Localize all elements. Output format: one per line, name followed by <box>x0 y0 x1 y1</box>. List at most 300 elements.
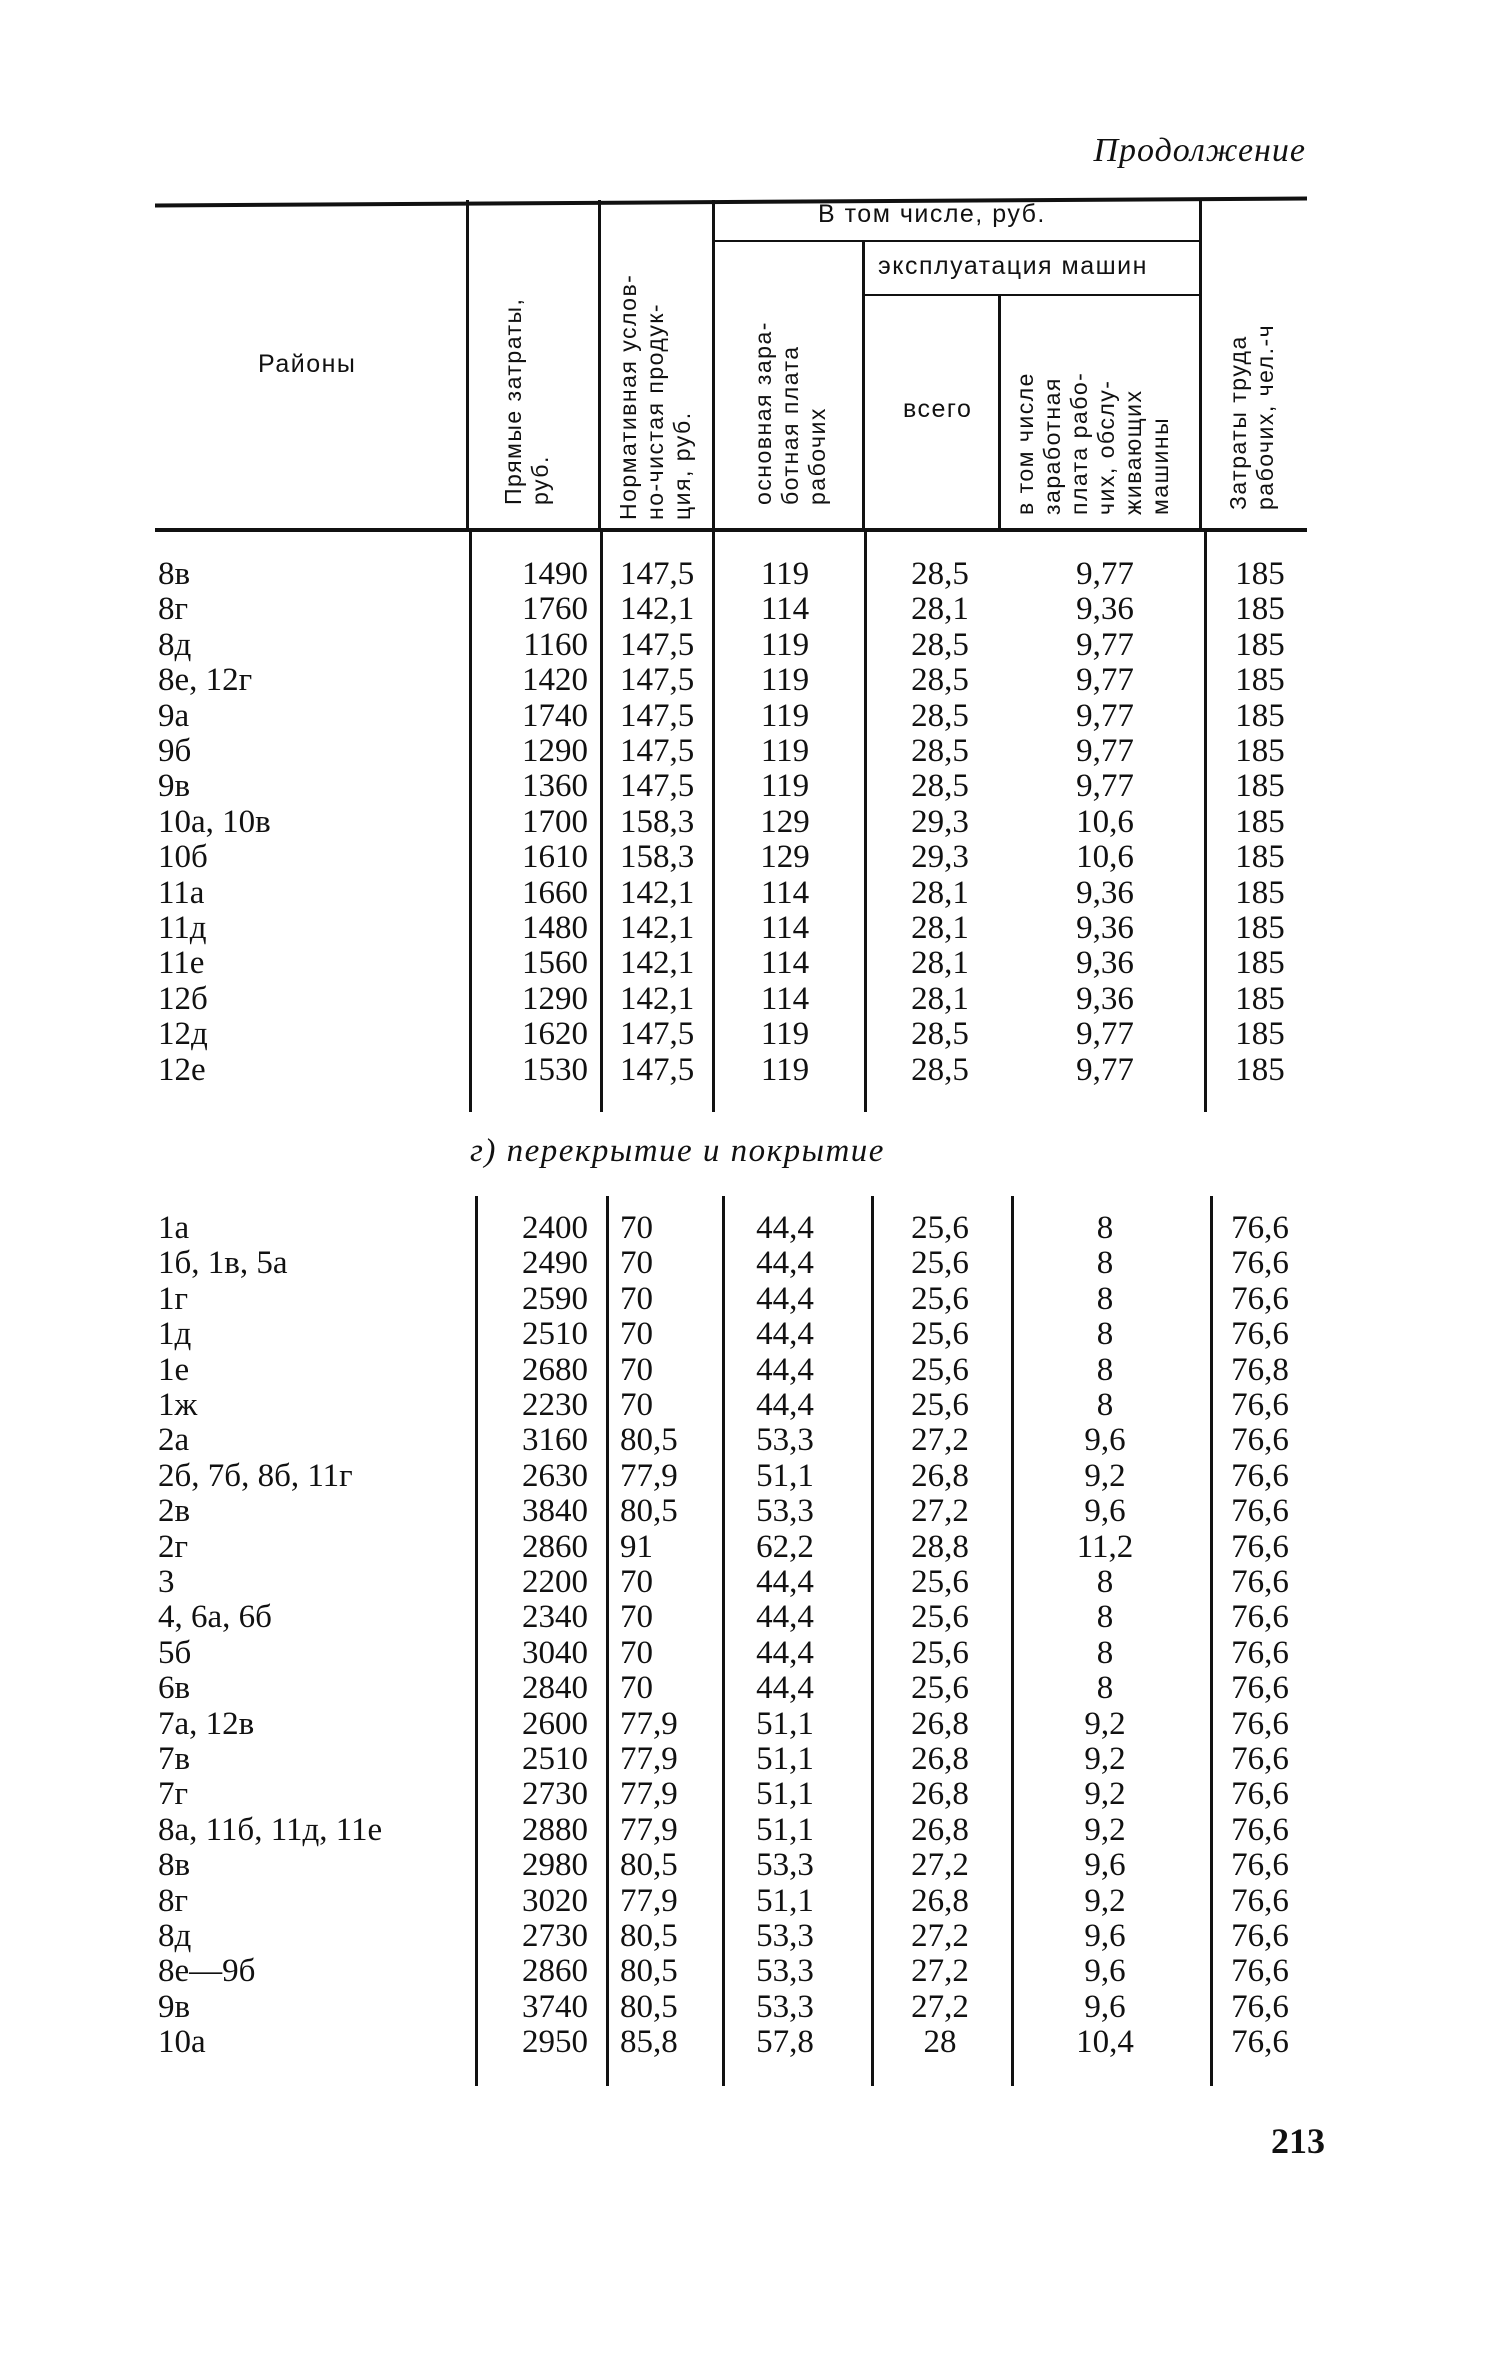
machine-wage-cell: 8 <box>1096 1210 1114 1246</box>
normative-output-header: Нормативная услов- но-чистая продук- ция, руб. <box>615 273 695 520</box>
machine-total-cell: 28,1 <box>911 945 969 982</box>
district-cell: 9б <box>158 733 192 769</box>
normative-output-cell: 70 <box>620 1351 653 1388</box>
table-row <box>0 1459 1510 1494</box>
machine-wage-cell: 9,2 <box>1084 1741 1126 1777</box>
machine-total-cell: 26,8 <box>911 1457 969 1494</box>
normative-output-cell: 80,5 <box>620 1953 678 1990</box>
normative-output-cell: 80,5 <box>620 1493 678 1530</box>
machine-wage-cell: 9,2 <box>1084 1776 1126 1813</box>
district-cell: 1б, 1в, 5а <box>158 1245 288 1282</box>
table-row <box>0 1813 1510 1848</box>
table-row <box>0 1530 1510 1565</box>
normative-output-cell: 80,5 <box>620 1422 678 1459</box>
normative-output-cell: 142,1 <box>620 910 695 946</box>
machine-wage-cell: 9,77 <box>1076 626 1134 663</box>
district-cell: 8д <box>158 1918 192 1954</box>
base-wage-cell: 44,4 <box>756 1564 814 1600</box>
machine-wage-cell: 9,6 <box>1084 1422 1126 1459</box>
table-row <box>0 1671 1510 1706</box>
table-row <box>0 1884 1510 1919</box>
district-cell: 11е <box>158 945 205 982</box>
header-divider <box>712 200 715 530</box>
labor-cost-cell: 185 <box>1235 626 1285 663</box>
normative-output-cell: 147,5 <box>620 768 695 805</box>
labor-cost-cell: 76,6 <box>1231 1811 1289 1848</box>
labor-cost-cell: 76,6 <box>1231 1210 1289 1246</box>
direct-cost-cell: 2200 <box>522 1564 588 1600</box>
base-wage-cell: 44,4 <box>756 1245 814 1282</box>
table-row <box>0 876 1510 911</box>
machine-total-cell: 25,6 <box>911 1280 969 1317</box>
table-row <box>0 2025 1510 2060</box>
machine-wage-cell: 9,77 <box>1076 697 1134 734</box>
base-wage-cell: 53,3 <box>756 1422 814 1459</box>
normative-output-cell: 70 <box>620 1280 653 1317</box>
base-wage-cell: 119 <box>760 662 810 699</box>
district-cell: 2б, 7б, 8б, 11г <box>158 1457 353 1494</box>
district-cell: 1д <box>158 1316 192 1353</box>
district-cell: 7в <box>158 1741 191 1777</box>
machine-wage-cell: 9,6 <box>1084 1847 1126 1884</box>
base-wage-cell: 44,4 <box>756 1634 814 1671</box>
machine-wage-cell: 9,36 <box>1076 945 1134 982</box>
machine-wage-cell: 8 <box>1096 1634 1114 1671</box>
table-row <box>0 1990 1510 2025</box>
direct-cost-cell: 2730 <box>522 1918 588 1954</box>
labor-cost-cell: 185 <box>1235 839 1285 876</box>
including-header: В том числе, руб. <box>818 200 1046 228</box>
table-row <box>0 1600 1510 1635</box>
labor-cost-cell: 76,6 <box>1231 1493 1289 1530</box>
labor-cost-cell: 76,6 <box>1231 1953 1289 1990</box>
district-cell: 5б <box>158 1634 192 1671</box>
normative-output-cell: 147,5 <box>620 697 695 734</box>
machine-total-cell: 28,5 <box>911 697 969 734</box>
base-wage-cell: 53,3 <box>756 1988 814 2025</box>
machine-wage-cell: 10,6 <box>1076 839 1134 876</box>
machine-wage-cell: 8 <box>1096 1564 1114 1600</box>
district-cell: 1а <box>158 1210 190 1246</box>
machine-wage-cell: 9,36 <box>1076 910 1134 946</box>
normative-output-cell: 147,5 <box>620 556 695 592</box>
table-row <box>0 1707 1510 1742</box>
base-wage-cell: 119 <box>760 1051 810 1088</box>
labor-cost-cell: 185 <box>1235 1016 1285 1053</box>
district-cell: 8в <box>158 1847 191 1884</box>
base-wage-cell: 51,1 <box>756 1811 814 1848</box>
table-row <box>0 769 1510 804</box>
base-wage-cell: 114 <box>760 945 810 982</box>
normative-output-cell: 77,9 <box>620 1776 678 1813</box>
base-wage-cell: 62,2 <box>756 1528 814 1565</box>
district-cell: 10а <box>158 2024 206 2061</box>
table-row <box>0 805 1510 840</box>
machine-wage-cell: 11,2 <box>1076 1528 1134 1565</box>
machine-wage-cell: 8 <box>1096 1670 1114 1707</box>
machine-total-cell: 28,5 <box>911 1051 969 1088</box>
direct-cost-cell: 3740 <box>522 1988 588 2025</box>
labor-cost-cell: 185 <box>1235 662 1285 699</box>
normative-output-cell: 70 <box>620 1316 653 1353</box>
machine-wage-cell: 9,77 <box>1076 1016 1134 1053</box>
header-bottom-rule <box>155 528 1307 532</box>
table-row <box>0 628 1510 663</box>
table-row <box>0 1742 1510 1777</box>
machine-total-cell: 25,6 <box>911 1316 969 1353</box>
normative-output-cell: 85,8 <box>620 2024 678 2061</box>
header-divider <box>1199 200 1202 530</box>
table-row <box>0 1919 1510 1954</box>
direct-cost-cell: 1610 <box>522 839 588 876</box>
labor-cost-cell: 76,6 <box>1231 1599 1289 1636</box>
table-row <box>0 1017 1510 1052</box>
machine-total-cell: 25,6 <box>911 1210 969 1246</box>
base-wage-cell: 44,4 <box>756 1316 814 1353</box>
district-cell: 8а, 11б, 11д, 11е <box>158 1811 383 1848</box>
table-row <box>0 1282 1510 1317</box>
direct-cost-cell: 1480 <box>522 910 588 946</box>
base-wage-cell: 57,8 <box>756 2024 814 2061</box>
base-wage-cell: 119 <box>760 733 810 769</box>
base-wage-cell: 51,1 <box>756 1776 814 1813</box>
table-row <box>0 1317 1510 1352</box>
district-cell: 11д <box>158 910 207 946</box>
machine-wage-cell: 8 <box>1096 1351 1114 1388</box>
direct-cost-cell: 2590 <box>522 1280 588 1317</box>
district-cell: 8г <box>158 591 189 628</box>
normative-output-cell: 77,9 <box>620 1882 678 1919</box>
district-cell: 2в <box>158 1493 191 1530</box>
labor-cost-cell: 76,6 <box>1231 1847 1289 1884</box>
district-cell: 8е, 12г <box>158 662 253 699</box>
labor-cost-cell: 185 <box>1235 980 1285 1017</box>
machine-total-cell: 26,8 <box>911 1741 969 1777</box>
normative-output-cell: 77,9 <box>620 1705 678 1742</box>
normative-output-cell: 158,3 <box>620 803 695 840</box>
machine-group-rule <box>862 294 1200 296</box>
district-cell: 1е <box>158 1351 190 1388</box>
base-wage-cell: 53,3 <box>756 1953 814 1990</box>
machine-total-cell: 28,1 <box>911 874 969 911</box>
table-row <box>0 1053 1510 1088</box>
machine-total-cell: 29,3 <box>911 803 969 840</box>
base-wage-cell: 53,3 <box>756 1493 814 1530</box>
district-cell: 8д <box>158 626 192 663</box>
district-cell: 1г <box>158 1280 189 1317</box>
normative-output-cell: 80,5 <box>620 1847 678 1884</box>
direct-cost-cell: 2860 <box>522 1953 588 1990</box>
table-row <box>0 946 1510 981</box>
direct-cost-cell: 1620 <box>522 1016 588 1053</box>
header-divider <box>598 200 601 530</box>
direct-cost-cell: 1760 <box>522 591 588 628</box>
base-wage-header: основная зара- ботная плата рабочих <box>750 321 830 505</box>
labor-cost-cell: 76,6 <box>1231 1564 1289 1600</box>
district-cell: 9а <box>158 697 190 734</box>
machine-wage-cell: 9,6 <box>1084 1953 1126 1990</box>
machine-total-cell: 29,3 <box>911 839 969 876</box>
machine-wage-cell: 8 <box>1096 1280 1114 1317</box>
labor-cost-cell: 185 <box>1235 697 1285 734</box>
machine-total-cell: 28,5 <box>911 626 969 663</box>
district-cell: 9в <box>158 1988 191 2025</box>
labor-cost-cell: 76,6 <box>1231 1316 1289 1353</box>
direct-cost-cell: 2230 <box>522 1387 588 1423</box>
district-cell: 3 <box>158 1564 175 1600</box>
labor-cost-cell: 76,6 <box>1231 1776 1289 1813</box>
district-cell: 10а, 10в <box>158 803 271 840</box>
labor-cost-cell: 185 <box>1235 556 1285 592</box>
district-cell: 8е—9б <box>158 1953 256 1990</box>
machine-wage-cell: 9,36 <box>1076 591 1134 628</box>
district-cell: 9в <box>158 768 191 805</box>
machine-total-cell: 27,2 <box>911 1988 969 2025</box>
direct-cost-cell: 2730 <box>522 1776 588 1813</box>
district-cell: 8в <box>158 556 191 592</box>
direct-cost-cell: 2840 <box>522 1670 588 1707</box>
normative-output-cell: 147,5 <box>620 662 695 699</box>
district-cell: 8г <box>158 1882 189 1919</box>
machine-total-cell: 25,6 <box>911 1564 969 1600</box>
table-row <box>0 1211 1510 1246</box>
normative-output-cell: 147,5 <box>620 1051 695 1088</box>
machine-total-cell: 28,1 <box>911 910 969 946</box>
direct-cost-cell: 2860 <box>522 1528 588 1565</box>
base-wage-cell: 119 <box>760 556 810 592</box>
direct-cost-cell: 1530 <box>522 1051 588 1088</box>
base-wage-cell: 114 <box>760 591 810 628</box>
direct-cost-cell: 2880 <box>522 1811 588 1848</box>
direct-cost-cell: 1560 <box>522 945 588 982</box>
base-wage-cell: 51,1 <box>756 1741 814 1777</box>
machine-total-cell: 28,8 <box>911 1528 969 1565</box>
direct-cost-cell: 2340 <box>522 1599 588 1636</box>
district-cell: 12д <box>158 1016 208 1053</box>
normative-output-cell: 70 <box>620 1387 653 1423</box>
machine-total-cell: 26,8 <box>911 1776 969 1813</box>
direct-cost-cell: 2600 <box>522 1705 588 1742</box>
normative-output-cell: 142,1 <box>620 980 695 1017</box>
machine-wage-cell: 9,2 <box>1084 1457 1126 1494</box>
labor-cost-cell: 76,6 <box>1231 1918 1289 1954</box>
direct-cost-cell: 1420 <box>522 662 588 699</box>
normative-output-cell: 77,9 <box>620 1741 678 1777</box>
labor-cost-cell: 76,6 <box>1231 1882 1289 1919</box>
labor-cost-cell: 185 <box>1235 910 1285 946</box>
direct-cost-cell: 1660 <box>522 874 588 911</box>
table-row <box>0 1848 1510 1883</box>
normative-output-cell: 70 <box>620 1245 653 1282</box>
table-row <box>0 840 1510 875</box>
direct-cost-cell: 2980 <box>522 1847 588 1884</box>
normative-output-cell: 142,1 <box>620 874 695 911</box>
table-row <box>0 1388 1510 1423</box>
machine-total-cell: 25,6 <box>911 1634 969 1671</box>
normative-output-cell: 158,3 <box>620 839 695 876</box>
machine-wage-cell: 10,4 <box>1076 2024 1134 2061</box>
labor-cost-cell: 76,6 <box>1231 1245 1289 1282</box>
base-wage-cell: 119 <box>760 1016 810 1053</box>
table-row <box>0 1777 1510 1812</box>
direct-cost-cell: 2510 <box>522 1316 588 1353</box>
normative-output-cell: 147,5 <box>620 1016 695 1053</box>
table-row <box>0 1246 1510 1281</box>
direct-cost-cell: 1290 <box>522 980 588 1017</box>
direct-cost-cell: 1740 <box>522 697 588 734</box>
machine-total-cell: 28 <box>923 2024 957 2061</box>
district-cell: 12б <box>158 980 208 1017</box>
base-wage-cell: 53,3 <box>756 1918 814 1954</box>
district-cell: 2г <box>158 1528 189 1565</box>
direct-costs-header: Прямые затраты, руб. <box>500 297 553 505</box>
machine-total-cell: 27,2 <box>911 1493 969 1530</box>
labor-cost-cell: 76,6 <box>1231 1528 1289 1565</box>
base-wage-cell: 44,4 <box>756 1280 814 1317</box>
labor-cost-cell: 76,6 <box>1231 1457 1289 1494</box>
labor-cost-cell: 76,6 <box>1231 1705 1289 1742</box>
labor-cost-cell: 185 <box>1235 1051 1285 1088</box>
district-cell: 1ж <box>158 1387 198 1423</box>
table-row <box>0 1423 1510 1458</box>
base-wage-cell: 51,1 <box>756 1882 814 1919</box>
table-row <box>0 1353 1510 1388</box>
base-wage-cell: 114 <box>760 910 810 946</box>
table-row <box>0 592 1510 627</box>
machine-total-cell: 25,6 <box>911 1387 969 1423</box>
normative-output-cell: 70 <box>620 1670 653 1707</box>
base-wage-cell: 114 <box>760 980 810 1017</box>
normative-output-cell: 80,5 <box>620 1918 678 1954</box>
machine-total-cell: 26,8 <box>911 1811 969 1848</box>
normative-output-cell: 147,5 <box>620 733 695 769</box>
direct-cost-cell: 2490 <box>522 1245 588 1282</box>
labor-cost-cell: 76,6 <box>1231 1988 1289 2025</box>
labor-costs-header: Затраты труда рабочих, чел.-ч <box>1225 323 1278 510</box>
labor-cost-cell: 76,6 <box>1231 1634 1289 1671</box>
machine-wage-cell: 9,6 <box>1084 1988 1126 2025</box>
machine-total-cell: 28,5 <box>911 1016 969 1053</box>
direct-cost-cell: 1290 <box>522 733 588 769</box>
table-row <box>0 699 1510 734</box>
direct-cost-cell: 3020 <box>522 1882 588 1919</box>
machine-total-cell: 28,5 <box>911 768 969 805</box>
district-cell: 2а <box>158 1422 190 1459</box>
machine-wage-header: в том числе заработная плата рабо- чих, обслу- живающих машины <box>1012 371 1173 515</box>
base-wage-cell: 51,1 <box>756 1457 814 1494</box>
base-wage-cell: 44,4 <box>756 1599 814 1636</box>
base-wage-cell: 44,4 <box>756 1387 814 1423</box>
base-wage-cell: 53,3 <box>756 1847 814 1884</box>
machine-operation-header: эксплуатация машин <box>878 252 1148 280</box>
normative-output-cell: 142,1 <box>620 945 695 982</box>
machine-total-cell: 25,6 <box>911 1245 969 1282</box>
normative-output-cell: 70 <box>620 1634 653 1671</box>
normative-output-cell: 70 <box>620 1599 653 1636</box>
base-wage-cell: 119 <box>760 697 810 734</box>
machine-wage-cell: 9,77 <box>1076 662 1134 699</box>
normative-output-cell: 80,5 <box>620 1988 678 2025</box>
base-wage-cell: 114 <box>760 874 810 911</box>
labor-cost-cell: 76,6 <box>1231 1387 1289 1423</box>
labor-cost-cell: 76,6 <box>1231 1741 1289 1777</box>
including-group-rule <box>712 240 1200 242</box>
machine-wage-cell: 9,77 <box>1076 768 1134 805</box>
labor-cost-cell: 185 <box>1235 768 1285 805</box>
machine-total-cell: 26,8 <box>911 1705 969 1742</box>
machine-total-cell: 27,2 <box>911 1918 969 1954</box>
normative-output-cell: 77,9 <box>620 1811 678 1848</box>
machine-wage-cell: 9,2 <box>1084 1811 1126 1848</box>
district-cell: 10б <box>158 839 208 876</box>
labor-cost-cell: 76,6 <box>1231 1280 1289 1317</box>
page-number: 213 <box>1271 2121 1325 2161</box>
machine-wage-cell: 10,6 <box>1076 803 1134 840</box>
labor-cost-cell: 185 <box>1235 945 1285 982</box>
district-cell: 4, 6а, 6б <box>158 1599 272 1636</box>
section-title: г) перекрытие и покрытие <box>470 1133 885 1169</box>
machine-total-cell: 28,5 <box>911 662 969 699</box>
machine-wage-cell: 9,6 <box>1084 1493 1126 1530</box>
direct-cost-cell: 3160 <box>522 1422 588 1459</box>
labor-cost-cell: 76,6 <box>1231 2024 1289 2061</box>
header-divider <box>862 242 865 530</box>
base-wage-cell: 129 <box>760 803 810 840</box>
table-row <box>0 1954 1510 1989</box>
direct-cost-cell: 2400 <box>522 1210 588 1246</box>
machine-wage-cell: 8 <box>1096 1245 1114 1282</box>
table-row <box>0 1494 1510 1529</box>
direct-cost-cell: 1490 <box>522 556 588 592</box>
labor-cost-cell: 185 <box>1235 591 1285 628</box>
machine-total-cell: 28,1 <box>911 591 969 628</box>
direct-cost-cell: 3840 <box>522 1493 588 1530</box>
machine-total-cell: 28,1 <box>911 980 969 1017</box>
normative-output-cell: 142,1 <box>620 591 695 628</box>
machine-total-cell: 27,2 <box>911 1953 969 1990</box>
machine-total-cell: 25,6 <box>911 1670 969 1707</box>
machine-wage-cell: 9,77 <box>1076 733 1134 769</box>
direct-cost-cell: 1700 <box>522 803 588 840</box>
normative-output-cell: 77,9 <box>620 1457 678 1494</box>
labor-cost-cell: 76,8 <box>1231 1351 1289 1388</box>
table-row <box>0 734 1510 769</box>
district-cell: 6в <box>158 1670 191 1707</box>
labor-cost-cell: 185 <box>1235 874 1285 911</box>
machine-wage-cell: 8 <box>1096 1316 1114 1353</box>
table-row <box>0 982 1510 1017</box>
header-divider <box>998 296 1001 530</box>
machine-total-cell: 27,2 <box>911 1422 969 1459</box>
district-cell: 7а, 12в <box>158 1705 255 1742</box>
labor-cost-cell: 185 <box>1235 803 1285 840</box>
machine-wage-cell: 9,36 <box>1076 980 1134 1017</box>
machine-wage-cell: 9,6 <box>1084 1918 1126 1954</box>
base-wage-cell: 129 <box>760 839 810 876</box>
direct-cost-cell: 1360 <box>522 768 588 805</box>
machine-wage-cell: 9,2 <box>1084 1705 1126 1742</box>
base-wage-cell: 44,4 <box>756 1670 814 1707</box>
base-wage-cell: 119 <box>760 626 810 663</box>
normative-output-cell: 70 <box>620 1210 653 1246</box>
normative-output-cell: 147,5 <box>620 626 695 663</box>
machine-total-cell: 26,8 <box>911 1882 969 1919</box>
machine-wage-cell: 9,77 <box>1076 556 1134 592</box>
table-row <box>0 557 1510 592</box>
labor-cost-cell: 76,6 <box>1231 1670 1289 1707</box>
direct-cost-cell: 1160 <box>523 626 588 663</box>
base-wage-cell: 51,1 <box>756 1705 814 1742</box>
